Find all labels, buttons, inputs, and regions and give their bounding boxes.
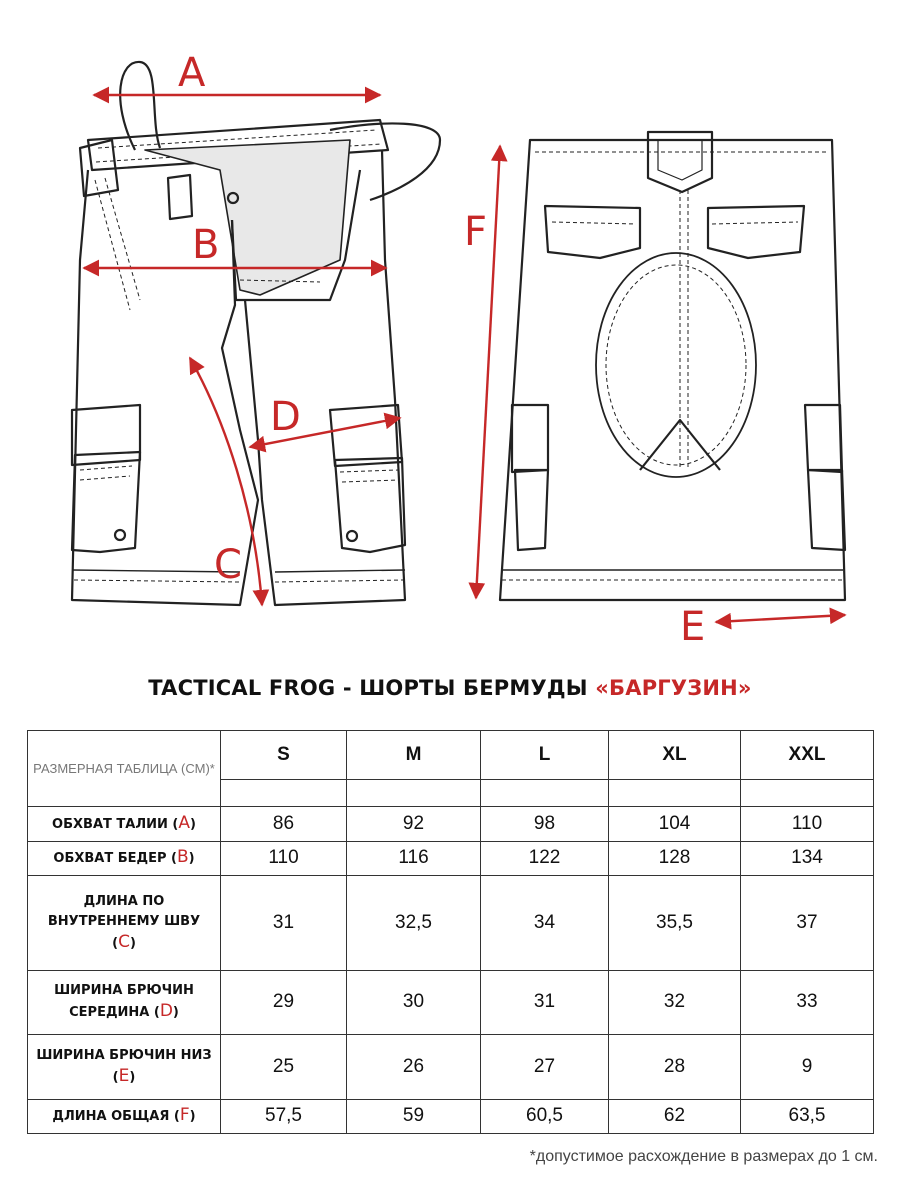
label-b: B — [192, 222, 220, 268]
table-cell: 37 — [741, 876, 874, 971]
table-cell: 134 — [741, 841, 874, 876]
table-cell: 9 — [741, 1035, 874, 1100]
table-cell: 32 — [609, 970, 741, 1035]
product-title — [0, 676, 900, 700]
table-row — [28, 1035, 874, 1100]
table-cell: 29 — [221, 970, 347, 1035]
table-cell: 116 — [347, 841, 481, 876]
table-cell: 59 — [347, 1099, 481, 1134]
table-cell: 35,5 — [609, 876, 741, 971]
size-header: XL — [609, 731, 741, 780]
table-cell: 30 — [347, 970, 481, 1035]
row-label-letter: C — [118, 931, 130, 952]
size-header: XXL — [741, 731, 874, 780]
corner-label: РАЗМЕРНАЯ ТАБЛИЦА (СМ)* — [28, 731, 221, 807]
size-header: M — [347, 731, 481, 780]
front-view — [72, 62, 440, 605]
empty-cell — [481, 780, 609, 807]
table-cell: 34 — [481, 876, 609, 971]
footnote: *допустимое расхождение в размерах до 1 см. — [529, 1148, 878, 1165]
label-d: D — [270, 394, 301, 440]
table-cell: 86 — [221, 807, 347, 842]
table-cell: 25 — [221, 1035, 347, 1100]
label-e: E — [680, 604, 706, 650]
row-label-letter: B — [176, 847, 189, 868]
row-label — [28, 841, 221, 876]
back-view — [500, 132, 845, 600]
row-label-close: ) — [188, 851, 195, 867]
table-cell: 27 — [481, 1035, 609, 1100]
row-label-close: ) — [190, 816, 196, 832]
row-label-text: ДЛИНА ОБЩАЯ ( — [52, 1109, 180, 1125]
row-label-letter: D — [159, 1001, 173, 1022]
table-cell: 31 — [481, 970, 609, 1035]
empty-cell — [347, 780, 481, 807]
table-cell: 28 — [609, 1035, 741, 1100]
table-row — [28, 970, 874, 1035]
table-row — [28, 876, 874, 971]
row-label-letter: E — [118, 1065, 130, 1086]
table-cell: 62 — [609, 1099, 741, 1134]
label-f: F — [464, 209, 488, 255]
table-cell: 31 — [221, 876, 347, 971]
table-cell: 92 — [347, 807, 481, 842]
table-cell: 60,5 — [481, 1099, 609, 1134]
size-table — [27, 730, 874, 1134]
table-cell: 122 — [481, 841, 609, 876]
table-cell: 26 — [347, 1035, 481, 1100]
row-label-close: ) — [129, 935, 136, 951]
table-cell: 98 — [481, 807, 609, 842]
row-label-close: ) — [129, 1069, 136, 1085]
table-row — [28, 807, 874, 842]
table-cell: 63,5 — [741, 1099, 874, 1134]
table-cell: 110 — [741, 807, 874, 842]
size-header: S — [221, 731, 347, 780]
row-label-text: ШИРИНА БРЮЧИН СЕРЕДИНА ( — [54, 983, 194, 1021]
size-header: L — [481, 731, 609, 780]
product-title-accent: «БАРГУЗИН» — [595, 676, 752, 700]
row-label-close: ) — [189, 1109, 196, 1125]
product-title-main: TACTICAL FROG - ШОРТЫ БЕРМУДЫ — [148, 676, 596, 700]
table-cell: 57,5 — [221, 1099, 347, 1134]
row-label — [28, 807, 221, 842]
table-cell: 110 — [221, 841, 347, 876]
row-label — [28, 876, 221, 971]
table-cell: 33 — [741, 970, 874, 1035]
dimension-line-e — [716, 615, 845, 622]
table-row — [28, 1099, 874, 1134]
row-label — [28, 970, 221, 1035]
row-label — [28, 1035, 221, 1100]
row-label-letter: F — [179, 1105, 190, 1126]
dimension-lines — [84, 95, 845, 622]
row-label-text: ДЛИНА ПО ВНУТРЕННЕМУ ШВУ ( — [47, 893, 201, 951]
label-c: C — [214, 542, 242, 588]
size-header-row — [28, 731, 874, 780]
table-cell: 104 — [609, 807, 741, 842]
table-cell: 32,5 — [347, 876, 481, 971]
table-row — [28, 841, 874, 876]
table-cell: 128 — [609, 841, 741, 876]
row-label-close: ) — [172, 1005, 179, 1021]
empty-cell — [741, 780, 874, 807]
empty-cell — [221, 780, 347, 807]
row-label-letter: A — [178, 812, 190, 833]
row-label — [28, 1099, 221, 1134]
row-label-text: ОБХВАТ БЕДЕР ( — [53, 851, 177, 867]
label-a: A — [178, 50, 206, 96]
empty-cell — [609, 780, 741, 807]
row-label-text: ШИРИНА БРЮЧИН НИЗ ( — [36, 1047, 212, 1085]
row-label-text: ОБХВАТ ТАЛИИ ( — [52, 816, 179, 832]
